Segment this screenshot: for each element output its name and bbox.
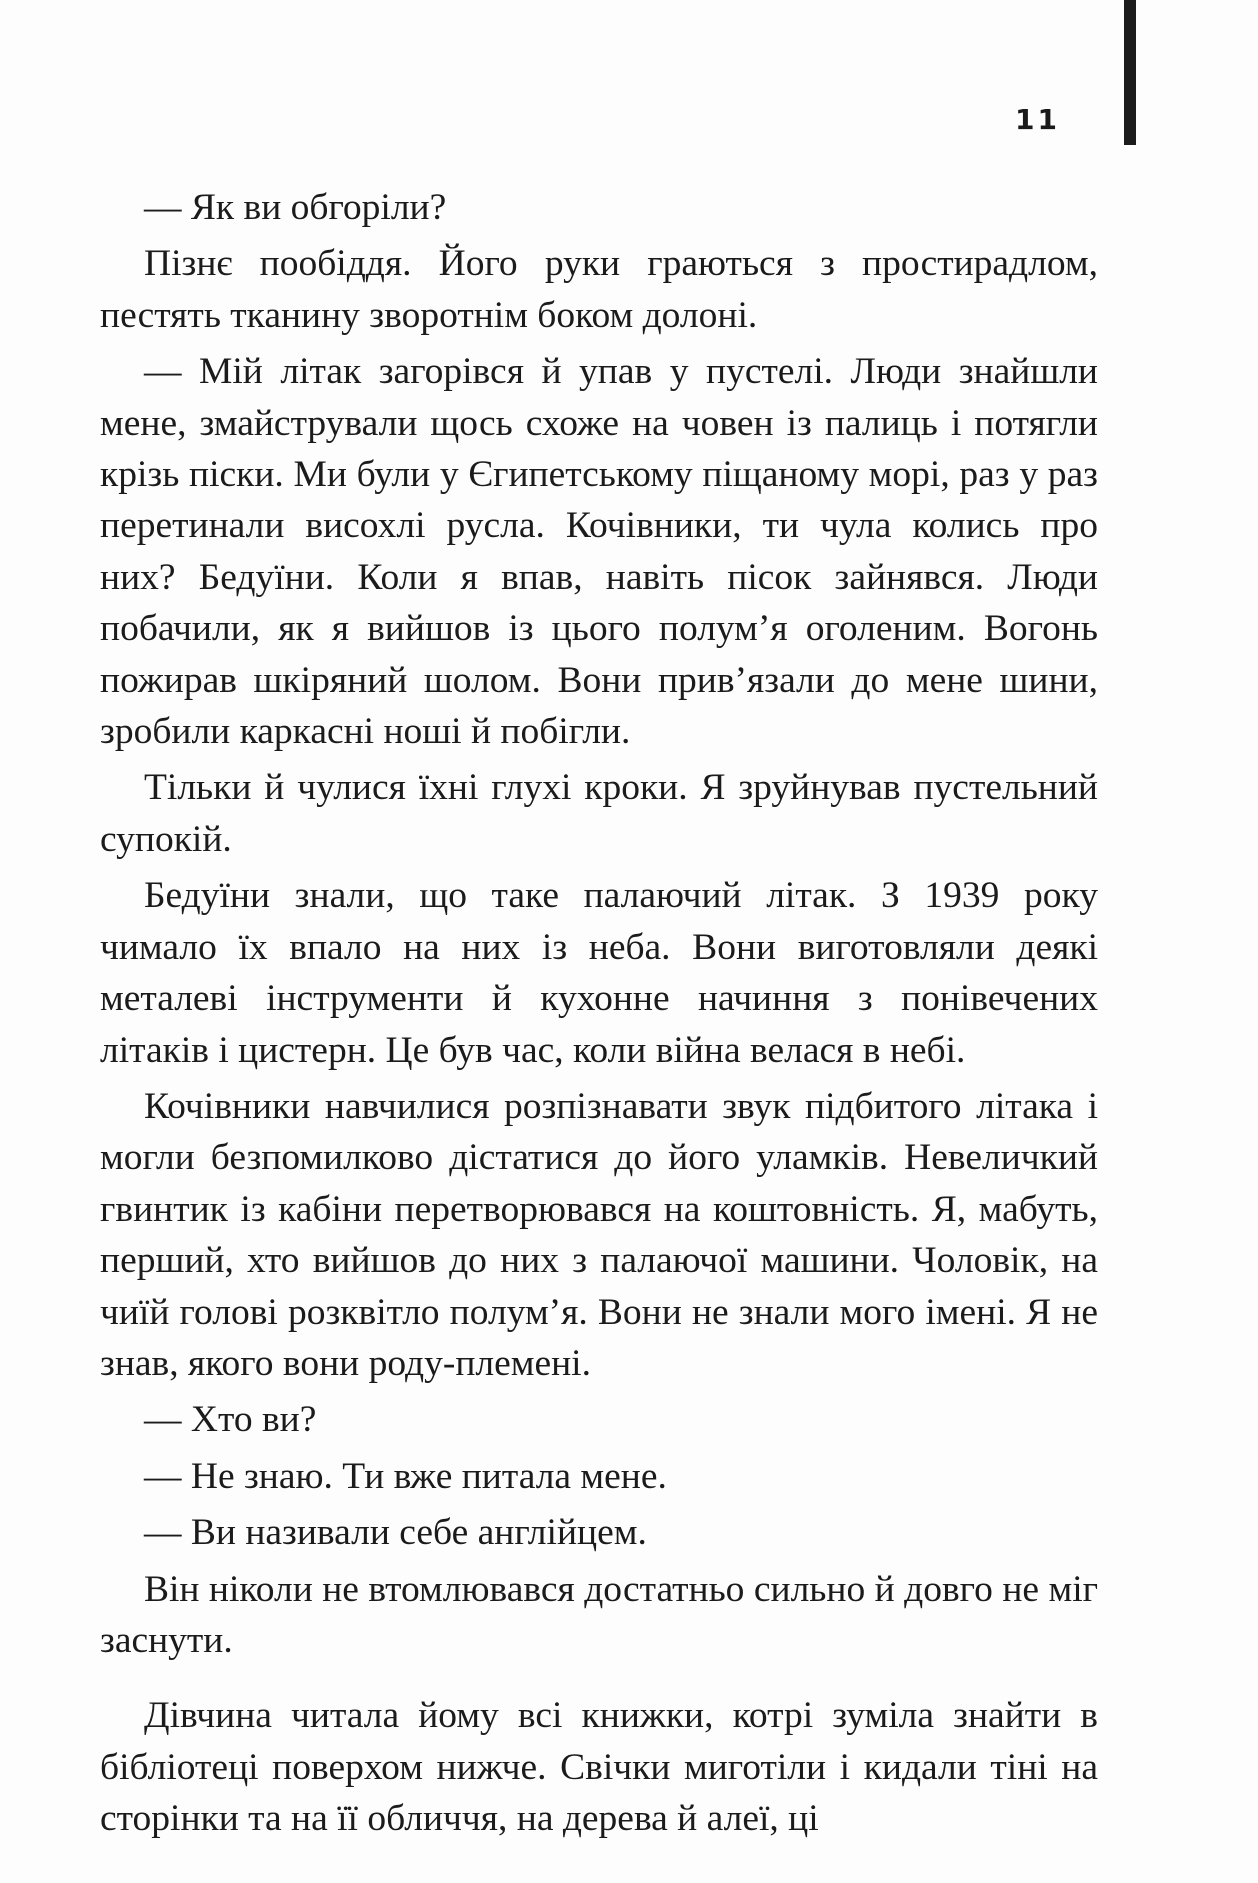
paragraph: Кочівники навчилися розпізнавати звук підбитого літака і могли безпомилково дістатися до його уламків. Невеличкий гвинтик із кабіни перетворювався на коштовність. Я, мабуть, перший, хто вийшов до них з палаючої машини. Чоловік, на чиїй голові розквітло полум’я. Вони не знали мого імені. Я не знав, якого вони роду-племені. <box>100 1085 1098 1384</box>
body-text <box>100 182 1098 1845</box>
paragraph: Тільки й чулися їхні глухі кроки. Я зруйнував пустельний супокій. <box>100 767 1098 860</box>
paragraph: — Як ви обгоріли? <box>144 187 447 228</box>
page-number: 11 <box>1015 103 1060 136</box>
page-edge-shadow <box>1124 0 1136 145</box>
paragraph: Пізнє пообіддя. Його руки граються з простирадлом, пестять тканину зворотнім боком долоні. <box>100 243 1098 336</box>
paragraph: — Не знаю. Ти вже питала мене. <box>144 1455 667 1497</box>
paragraph: Бедуїни знали, що таке палаючий літак. З 1939 року чимало їх впало на них із неба. Вони виготовляли деякі металеві інструменти й кухонне начиння з понівечених літаків і цистерн. Це був час, коли війна велася в небі. <box>100 875 1098 1071</box>
paragraph: — Мій літак загорівся й упав у пустелі. Люди знайшли мене, змайстрували щось схоже на човен із палиць і потягли крізь піски. Ми були у Єгипетському піщаному морі, раз у раз перетинали висохлі русла. Кочівники, ти чула колись про них? Бедуїни. Коли я впав, навіть пісок зайнявся. Люди побачили, як я вийшов із цього полум’я оголеним. Вогонь пожирав шкіряний шолом. Вони прив’язали до мене шини, зробили каркасні ноші й побігли. <box>100 351 1098 753</box>
paragraph: Дівчина читала йому всі книжки, котрі зуміла знайти в бібліотеці поверхом нижче. Свічки миготіли і кидали тіні на сторінки та на її обличчя, на дерева й алеї, ці <box>100 1695 1098 1840</box>
paragraph: Він ніколи не втомлювався достатньо сильно й довго не міг заснути. <box>100 1568 1098 1661</box>
paragraph: — Ви називали себе англійцем. <box>144 1512 647 1554</box>
paragraph: — Хто ви? <box>144 1399 317 1441</box>
